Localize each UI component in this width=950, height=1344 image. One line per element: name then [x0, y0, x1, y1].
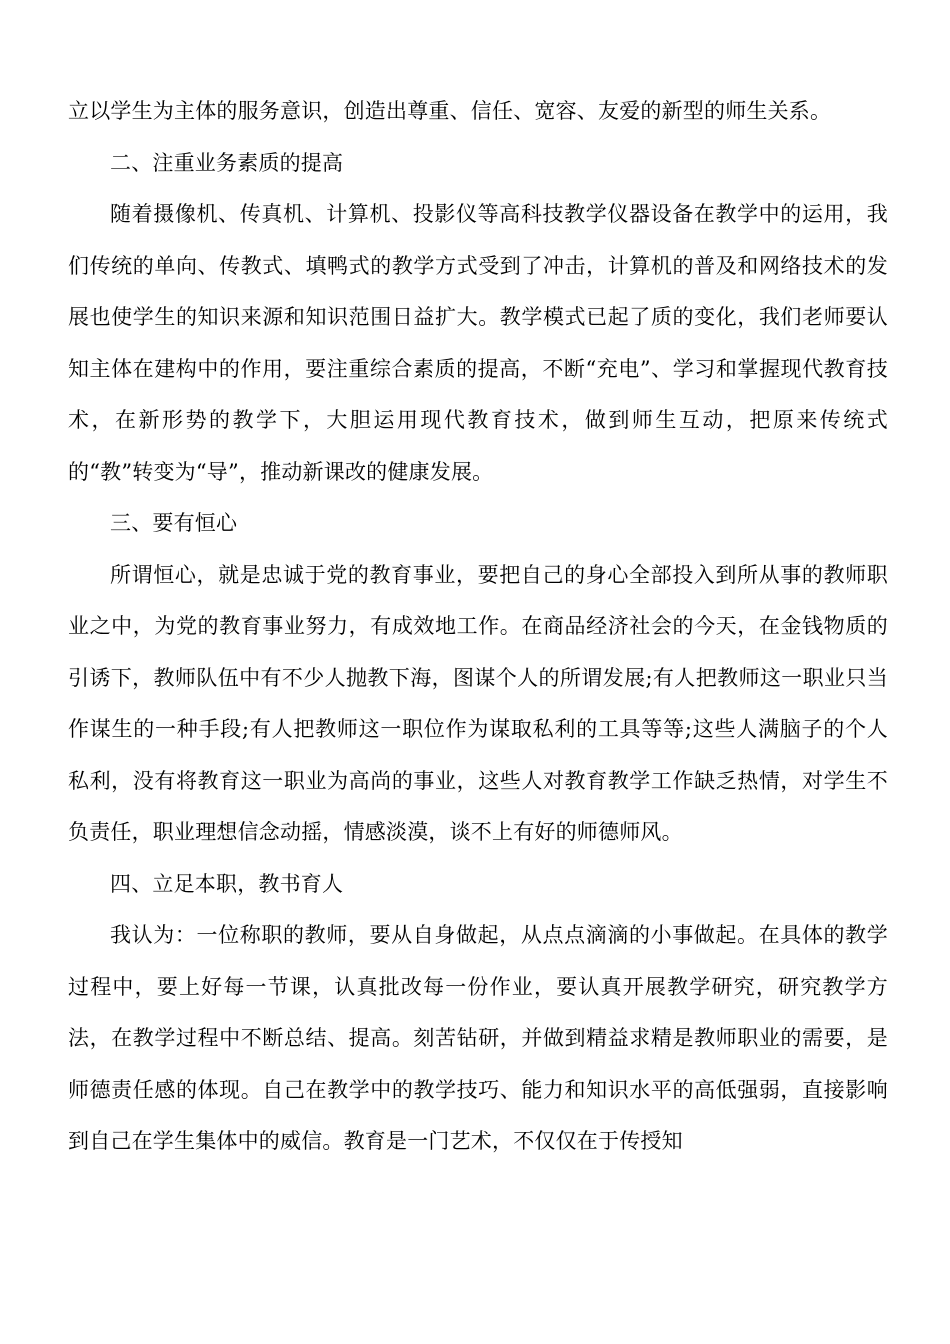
paragraph-professional-quality: 随着摄像机、传真机、计算机、投影仪等高科技教学仪器设备在教学中的运用，我们传统的单向、传教式、填鸭式的教学方式受到了冲击，计算机的普及和网络技术的发展也使学生的知识来源和知识范围日益扩大。教学模式已起了质的变化，我们老师要认知主体在建构中的作用，要注重综合素质的提高，不断“充电”、学习和掌握现代教育技术，在新形势的教学下，大胆运用现代教育技术，做到师生互动，把原来传统式的“教”转变为“导”，推动新课改的健康发展。 — [68, 202, 888, 484]
paragraph-continuation: 立以学生为主体的服务意识，创造出尊重、信任、宽容、友爱的新型的师生关系。 — [68, 99, 832, 123]
paragraph-teaching-duty: 我认为：一位称职的教师，要从自身做起，从点点滴滴的小事做起。在具体的教学过程中，要上好每一节课，认真批改每一份作业，要认真开展教学研究，研究教学方法，在教学过程中不断总结、提高。刻苦钻研，并做到精益求精是教师职业的需要，是师德责任感的体现。自己在教学中的教学技巧、能力和知识水平的高低强弱，直接影响到自己在学生集体中的威信。教育是一门艺术，不仅仅在于传授知 — [68, 923, 888, 1153]
paragraph-perseverance: 所谓恒心，就是忠诚于党的教育事业，要把自己的身心全部投入到所从事的教师职业之中，为党的教育事业努力，有成效地工作。在商品经济社会的今天，在金钱物质的引诱下，教师队伍中有不少人抛教下海，图谋个人的所谓发展;有人把教师这一职业只当作谋生的一种手段;有人把教师这一职位作为谋取私利的工具等等;这些人满脑子的个人私利，没有将教育这一职业为高尚的事业，这些人对教育教学工作缺乏热情，对学生不负责任，职业理想信念动摇，情感淡漠，谈不上有好的师德师风。 — [68, 562, 888, 844]
document-body — [68, 86, 888, 1168]
section-heading-4: 四、立足本职，教书育人 — [110, 871, 344, 896]
section-heading-3: 三、要有恒心 — [110, 511, 238, 535]
section-heading-2: 二、注重业务素质的提高 — [110, 150, 344, 175]
